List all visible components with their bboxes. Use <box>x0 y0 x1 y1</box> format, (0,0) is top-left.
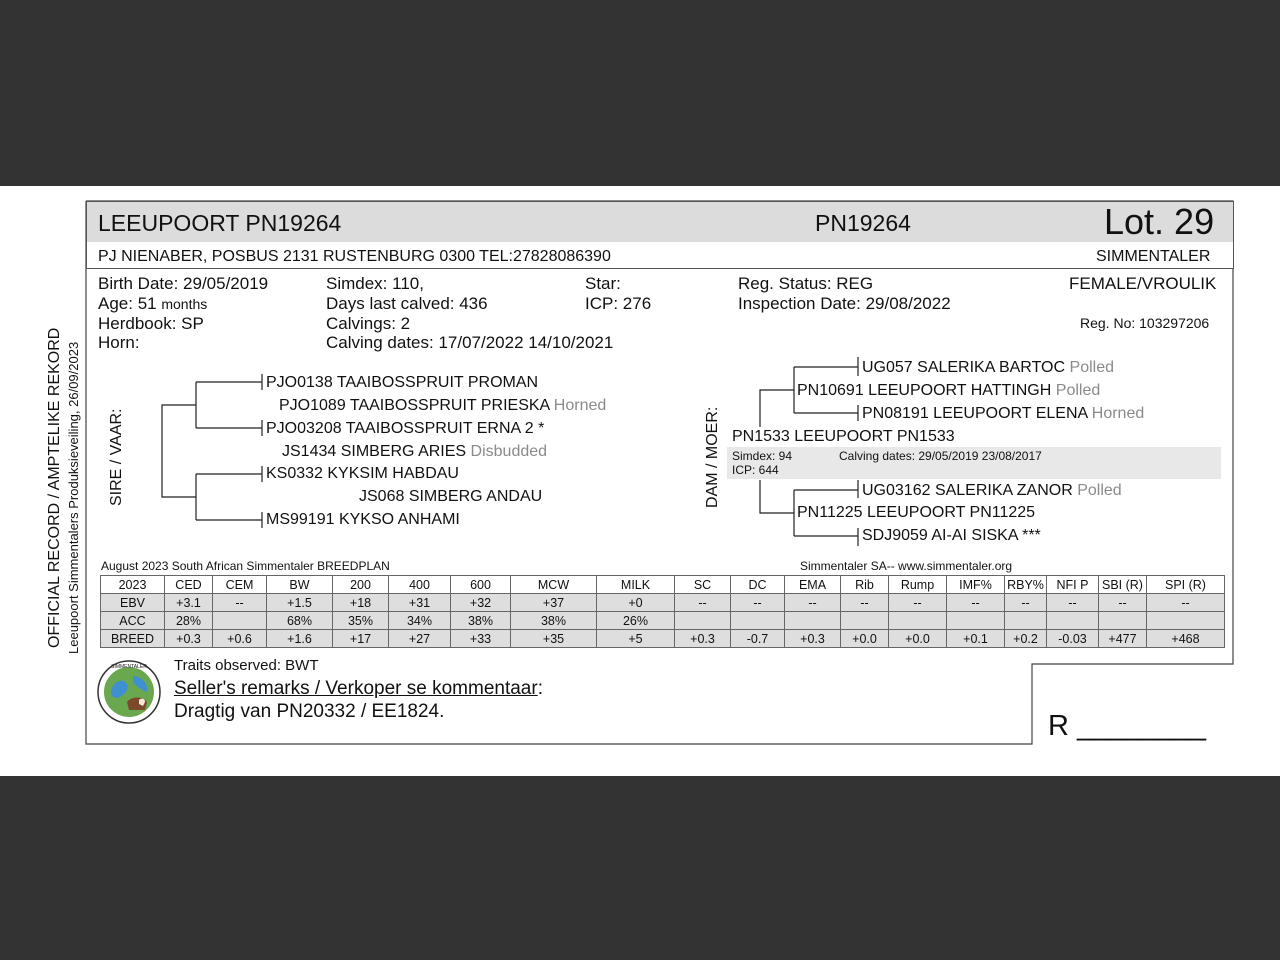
breedplan-ebv-row <box>101 594 1225 612</box>
breedplan-acc-cell <box>1099 612 1147 630</box>
breedplan-table <box>100 575 1225 648</box>
breedplan-ebv-cell: +3.1 <box>165 594 213 612</box>
breedplan-header-cell: IMF% <box>947 576 1005 594</box>
age-unit: months <box>161 296 208 312</box>
sire-label: SIRE / VAAR: <box>108 408 125 506</box>
breedplan-header-cell: 400 <box>389 576 451 594</box>
breedplan-title: August 2023 South African Simmentaler BREEDPLAN <box>101 559 390 573</box>
breedplan-ebv-cell: -- <box>947 594 1005 612</box>
breedplan-header-cell: EMA <box>785 576 841 594</box>
breedplan-acc-cell: 38% <box>451 612 511 630</box>
breedplan-acc-cell <box>841 612 889 630</box>
breedplan-ebv-cell: -- <box>213 594 267 612</box>
reg-no: Reg. No: 103297206 <box>1080 315 1210 331</box>
breedplan-ebv-cell: -- <box>1147 594 1225 612</box>
breedplan-ebv-cell: +1.5 <box>267 594 333 612</box>
breedplan-ebv-cell: -- <box>731 594 785 612</box>
breedplan-acc-cell: 34% <box>389 612 451 630</box>
breedplan-breed-row <box>101 630 1225 648</box>
breedplan-breed-cell: +1.6 <box>267 630 333 648</box>
breedplan-breed-cell: +0.3 <box>785 630 841 648</box>
breedplan-acc-cell <box>947 612 1005 630</box>
dam-sire <box>797 382 1100 400</box>
birth-date: Birth Date: 29/05/2019 <box>98 274 269 293</box>
horn: Horn: <box>98 333 140 352</box>
dam-dam-sire-name: UG03162 SALERIKA ZANOR <box>862 482 1073 499</box>
sire-dam-sire: KS0332 KYKSIM HABDAU <box>266 465 459 482</box>
breedplan-ebv-cell: -- <box>1099 594 1147 612</box>
dam-calving-dates: Calving dates: 29/05/2019 23/08/2017 <box>839 449 1042 463</box>
breedplan-ebv-cell: -- <box>675 594 731 612</box>
breedplan-acc-cell: 68% <box>267 612 333 630</box>
official-record-label: OFFICIAL RECORD / AMPTELIKE REKORD <box>46 327 63 648</box>
breedplan-acc-cell <box>889 612 947 630</box>
remarks-colon: : <box>537 678 543 699</box>
reg-status: Reg. Status: REG <box>738 274 874 293</box>
sale-label: Leeupoort Simmentalers Produksieveiling, 26/09/2023 <box>66 341 81 654</box>
price-field[interactable]: R ________ <box>1048 710 1207 742</box>
breedplan-ebv-cell: EBV <box>101 594 165 612</box>
breedplan-header-cell: SC <box>675 576 731 594</box>
breedplan-header-cell: MILK <box>597 576 675 594</box>
breedplan-acc-cell <box>785 612 841 630</box>
animal-name: LEEUPOORT PN19264 <box>98 210 342 236</box>
herdbook: Herdbook: SP <box>98 314 204 333</box>
dam-sire-name: PN10691 LEEUPOORT HATTINGH <box>797 382 1052 399</box>
breed-label: SIMMENTALER <box>1096 248 1211 265</box>
sire-name-text: JS1434 SIMBERG ARIES <box>282 443 467 460</box>
remarks-text: Dragtig van PN20332 / EE1824. <box>174 701 445 722</box>
sire-dam-dam: MS99191 KYKSO ANHAMI <box>266 511 460 528</box>
breedplan-breed-cell: +35 <box>511 630 597 648</box>
dam-icp: ICP: 644 <box>732 463 779 477</box>
sire-sire-sire-horn: Horned <box>553 397 607 414</box>
breedplan-breed-cell: +33 <box>451 630 511 648</box>
breedplan-ebv-cell: -- <box>889 594 947 612</box>
sire-sire-sire-name: PJO1089 TAAIBOSSPRUIT PRIESKA <box>279 397 550 414</box>
dam-dam-sire <box>862 482 1122 500</box>
breedplan-breed-cell: +0.1 <box>947 630 1005 648</box>
breedplan-breed-cell: +0.3 <box>675 630 731 648</box>
breedplan-acc-cell: 38% <box>511 612 597 630</box>
dam-sire-dam-name: PN08191 LEEUPOORT ELENA <box>862 405 1088 422</box>
inspection-date: Inspection Date: 29/08/2022 <box>738 294 951 313</box>
breedplan-header-cell: Rib <box>841 576 889 594</box>
animal-id: PN19264 <box>815 210 911 236</box>
simmentaler-logo <box>97 660 161 724</box>
dam-sire-sire-horn: Polled <box>1069 359 1114 376</box>
breedplan-header-cell: NFI P <box>1047 576 1099 594</box>
dam-simdex: Simdex: 94 <box>732 449 793 463</box>
breedplan-header-cell: RBY% <box>1005 576 1047 594</box>
breedplan-ebv-cell: +0 <box>597 594 675 612</box>
breedplan-header-cell: DC <box>731 576 785 594</box>
lot-number: Lot. 29 <box>1104 201 1215 242</box>
breedplan-breed-cell: +0.0 <box>889 630 947 648</box>
breedplan-acc-cell <box>1147 612 1225 630</box>
breedplan-breed-cell: BREED <box>101 630 165 648</box>
breedplan-acc-cell <box>731 612 785 630</box>
sire-sire: PJO0138 TAAIBOSSPRUIT PROMAN <box>266 374 539 391</box>
breedplan-breed-cell: +0.3 <box>165 630 213 648</box>
breedplan-header-cell: SBI (R) <box>1099 576 1147 594</box>
dam-dam-dam: SDJ9059 AI-AI SISKA *** <box>862 527 1041 544</box>
breedplan-acc-cell <box>1005 612 1047 630</box>
breedplan-header-cell: BW <box>267 576 333 594</box>
breedplan-ebv-cell: +37 <box>511 594 597 612</box>
dam-sire-dam-horn: Horned <box>1091 405 1145 422</box>
sire-dam-line: PJO03208 TAAIBOSSPRUIT ERNA 2 * <box>266 420 545 437</box>
breedplan-ebv-cell: -- <box>1047 594 1099 612</box>
breedplan-header-cell: CED <box>165 576 213 594</box>
sex: FEMALE/VROULIK <box>1069 274 1217 293</box>
breedplan-breed-cell: +468 <box>1147 630 1225 648</box>
dam-dam-sire-horn: Polled <box>1077 482 1122 499</box>
breedplan-header-cell: 600 <box>451 576 511 594</box>
traits-observed: Traits observed: BWT <box>174 657 319 674</box>
breedplan-breed-cell: +477 <box>1099 630 1147 648</box>
star: Star: <box>585 274 621 293</box>
breedplan-acc-cell: 28% <box>165 612 213 630</box>
remarks-label: Seller's remarks / Verkoper se kommentaar <box>174 678 538 699</box>
days-last-calved: Days last calved: 436 <box>326 294 488 313</box>
breedplan-acc-cell: 26% <box>597 612 675 630</box>
breedplan-breed-cell: -0.03 <box>1047 630 1099 648</box>
breedplan-breed-cell: +0.0 <box>841 630 889 648</box>
breedplan-breed-cell: +5 <box>597 630 675 648</box>
breedplan-header-cell: Rump <box>889 576 947 594</box>
logo-text: SIMMENTALER <box>111 664 147 670</box>
breedplan-acc-cell: 35% <box>333 612 389 630</box>
breedplan-ebv-cell: -- <box>841 594 889 612</box>
breedplan-acc-row <box>101 612 1225 630</box>
breedplan-acc-cell: ACC <box>101 612 165 630</box>
dam-sire-dam <box>862 405 1144 423</box>
breedplan-ebv-cell: +31 <box>389 594 451 612</box>
remarks-heading <box>174 678 543 700</box>
breedplan-header-cell: 200 <box>333 576 389 594</box>
icp: ICP: 276 <box>585 294 652 313</box>
age-value: Age: 51 <box>98 294 157 313</box>
dam-sire-sire <box>862 359 1114 377</box>
breedplan-header-cell: 2023 <box>101 576 165 594</box>
breedplan-acc-cell <box>1047 612 1099 630</box>
breedplan-breed-cell: +0.6 <box>213 630 267 648</box>
breedplan-breed-cell: +27 <box>389 630 451 648</box>
owner-address: PJ NIENABER, POSBUS 2131 RUSTENBURG 0300 TEL:27828086390 <box>98 248 611 265</box>
breedplan-breed-cell: +0.2 <box>1005 630 1047 648</box>
breedplan-breed-cell: -0.7 <box>731 630 785 648</box>
dam-label: DAM / MOER: <box>704 406 721 508</box>
breedplan-website: Simmentaler SA-- www.simmentaler.org <box>800 559 1013 573</box>
dam-dam: PN11225 LEEUPOORT PN11225 <box>797 504 1036 521</box>
breedplan-breed-cell: +17 <box>333 630 389 648</box>
calving-dates: Calving dates: 17/07/2022 14/10/2021 <box>326 333 614 352</box>
calvings: Calvings: 2 <box>326 314 411 333</box>
sire-dam: JS068 SIMBERG ANDAU <box>359 488 543 505</box>
sire-horn: Disbudded <box>470 443 548 460</box>
dam-sire-sire-name: UG057 SALERIKA BARTOC <box>862 359 1066 376</box>
breedplan-ebv-cell: +18 <box>333 594 389 612</box>
dam-name: PN1533 LEEUPOORT PN1533 <box>732 428 955 445</box>
breedplan-header-cell: SPI (R) <box>1147 576 1225 594</box>
breedplan-acc-cell <box>213 612 267 630</box>
breedplan-header-cell: CEM <box>213 576 267 594</box>
breedplan-ebv-cell: -- <box>785 594 841 612</box>
dam-sire-horn: Polled <box>1055 382 1101 399</box>
breedplan-ebv-cell: +32 <box>451 594 511 612</box>
breedplan-ebv-cell: -- <box>1005 594 1047 612</box>
simdex: Simdex: 110, <box>326 274 424 293</box>
breedplan-header-cell: MCW <box>511 576 597 594</box>
breedplan-acc-cell <box>675 612 731 630</box>
breedplan-header-row <box>101 576 1225 594</box>
